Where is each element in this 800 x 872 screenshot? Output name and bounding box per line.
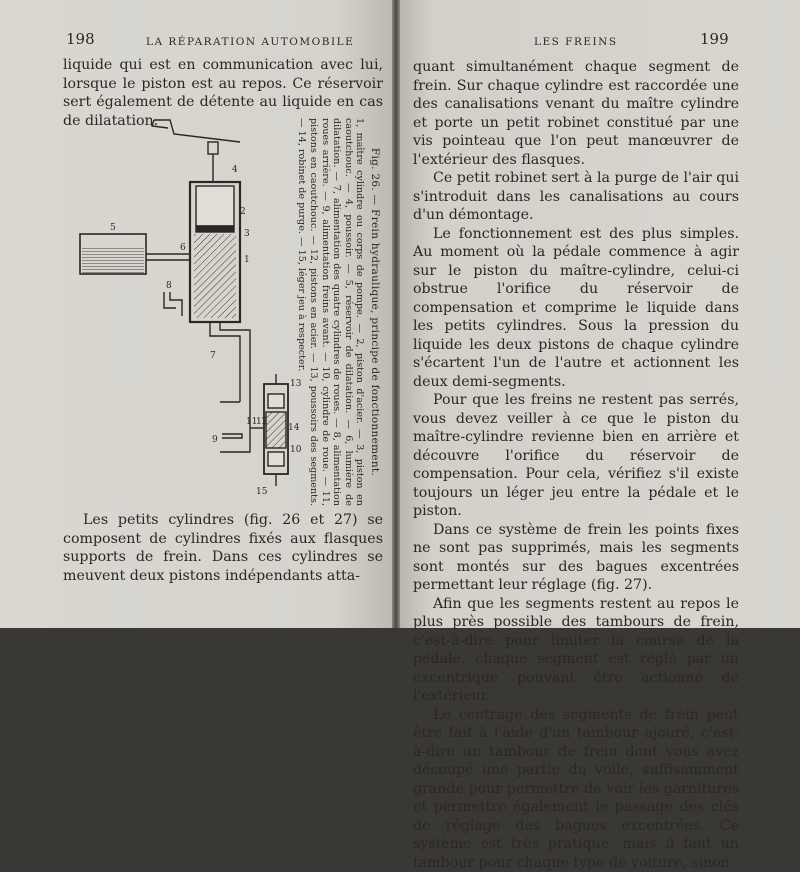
label-1: 1 [244, 255, 250, 265]
paragraph: Pour que les freins ne restent pas serrés, vous devez veiller à ce que le piston du maître-cylindre revienne bien en arrière et découvre l'orifice du réservoir de compensation. Pour cela, vérifiez s'il existe toujours un léger jeu entre la pédale et le piston. [413, 391, 739, 521]
running-head-right: LES FREINS [534, 36, 618, 48]
paragraph: Les petits cylindres (fig. 26 et 27) se composent de cylindres fixés aux flasques supports de frein. Dans ces cylindres se meuvent deux pistons indépendants atta- [63, 511, 383, 585]
page-number-left: 198 [66, 30, 95, 48]
paragraph: Le fonctionnement est des plus simples. Au moment où la pédale commence à agir sur le piston du maître-cylindre, celui-ci obstrue l'orifice du réservoir de compensation et comprime le liquide dans les petits cylindres. Sous la pression du liquide les deux pistons de chaque cylindre s'écartent l'un de l'autre et actionnent les deux demi-segments. [413, 225, 739, 392]
left-bottom-paragraph [63, 511, 383, 585]
left-page [0, 0, 392, 628]
caption-title: Fig. 26. — Frein hydraulique, principe de fonctionnement. [368, 118, 380, 506]
right-body-text [413, 58, 739, 872]
brake-diagram [70, 112, 300, 504]
label-7: 7 [210, 351, 216, 361]
paragraph: Dans ce système de frein les points fixes ne sont pas supprimés, mais les segments sont montés sur des bagues excentrées permettant leur réglage (fig. 27). [413, 521, 739, 595]
label-4: 4 [232, 165, 238, 175]
label-15: 15 [256, 487, 268, 497]
paragraph: Afin que les segments restent au repos le plus près possible des tambours de frein, c'est-à-dire pour limiter la course de la pédale, chaque segment est réglé par un excentrique pouvant être actionné de l'extérieur. [413, 595, 739, 706]
label-13: 13 [290, 379, 302, 389]
paragraph: quant simultanément chaque segment de frein. Sur chaque cylindre est raccordée une des canalisations venant du maître cylindre et porte un petit robinet constitué par une vis pointeau que l'on peut manœuvrer de l'extérieur des flasques. [413, 58, 739, 169]
label-8: 8 [166, 281, 172, 291]
figure-caption [318, 118, 380, 506]
label-10: 10 [290, 445, 302, 455]
caption-legend: 1, maître cylindre ou corps de pompe. — 2, piston d'acier. — 3, piston en caoutchouc. — 4, poussoir. — 5, réservoir de dilatation. — 6, lumière de dilatation. — 7, alimentation des quatre cylindres de roues. — 8, alimentation roues arrière. — 9, alimentation freins avant. — 10, cylindre de roue. — 11, pistons en caoutchouc. — 12, pistons en acier. — 13, poussoirs des segments. — 14, robinet de purge. — 15, léger jeu à respecter. [296, 118, 366, 506]
label-14: 14 [288, 423, 300, 433]
pedal-arm [154, 120, 240, 142]
label-3: 3 [244, 229, 250, 239]
right-page [400, 0, 800, 628]
book-gutter [392, 0, 400, 628]
running-head-left: LA RÉPARATION AUTOMOBILE [146, 36, 354, 48]
label-6: 6 [180, 243, 186, 253]
label-11: 11 [246, 417, 257, 427]
paragraph: liquide qui est en communication avec lui, lorsque le piston est au repos. Ce réservoir sert également de détente au liquide en cas de dilatation. [63, 56, 383, 130]
page-number-right: 199 [700, 30, 729, 48]
label-9: 9 [212, 435, 218, 445]
label-2: 2 [240, 207, 246, 217]
label-5: 5 [110, 223, 116, 233]
paragraph: Ce petit robinet sert à la purge de l'air qui s'introduit dans les canalisations au cours d'un démontage. [413, 169, 739, 225]
steel-piston [196, 186, 234, 226]
paragraph: Le centrage des segments de frein peut être fait à l'aide d'un tambour ajouré, c'est-à-dire un tambour de frein dont vous avez découpé une partie du voile, suffisamment grande pour permettre de voir les garnitures et permettre également le passage des clés de réglage des bagues excentrées. Ce système est très pratique, mais il faut un tambour pour chaque type de voiture, sinon [413, 706, 739, 872]
liquid-chamber [194, 234, 236, 318]
label-12: 12 [256, 417, 267, 427]
